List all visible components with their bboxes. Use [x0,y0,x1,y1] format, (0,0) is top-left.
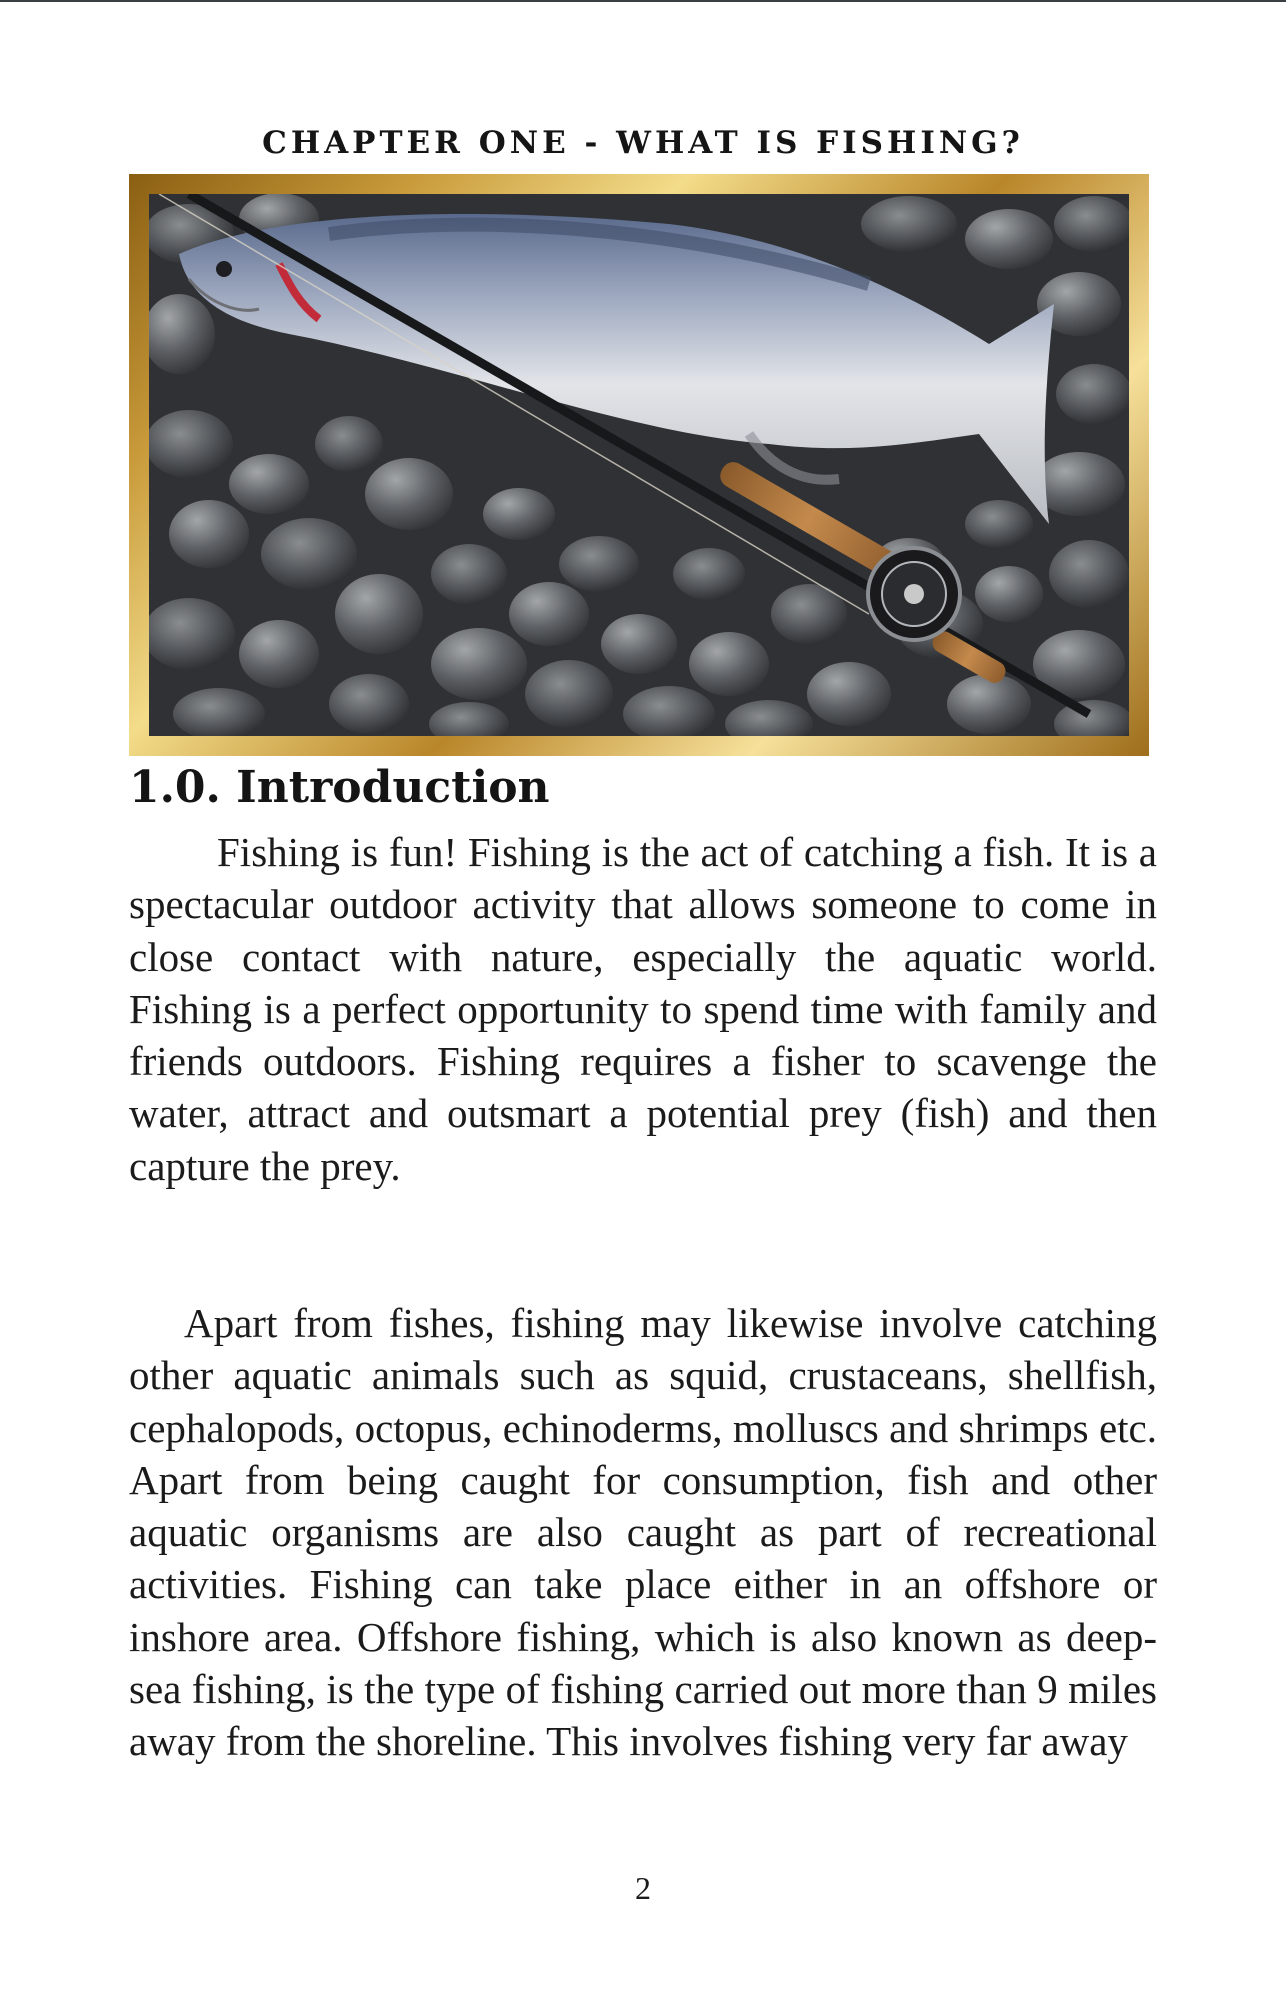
paragraph-2: Apart from fishes, fishing may likewise involve catching other aquatic animals such as squid, crustaceans, shellfish, cephalopods, octopus, echinoderms, molluscs and shrimps etc. Apart from being caught for consumption, fish and other aquatic organisms are also caught as part of recreational activities. Fishing can take place either in an offshore or inshore area. Offshore fishing, which is also known as deep-sea fishing, is the type of fishing carried out more than 9 miles away from the shoreline. This involves fishing very far away [129,1300,1157,1765]
photo-frame [129,174,1149,756]
page-number: 2 [635,1870,651,1906]
paragraph-1: Fishing is fun! Fishing is the act of catching a fish. It is a spectacular outdoor activity that allows someone to come in close contact with nature, especially the aquatic world. Fishing is a perfect opportunity to spend time with family and friends outdoors. Fishing requires a fisher to scavenge the water, attract and outsmart a potential prey (fish) and then capture the prey. [129,829,1157,1189]
top-border-line [0,0,1286,2]
chapter-header: CHAPTER ONE - WHAT IS FISHING? [262,125,1024,161]
fish-on-rocks-photo [149,194,1129,736]
section-title: 1.0. Introduction [129,762,550,813]
